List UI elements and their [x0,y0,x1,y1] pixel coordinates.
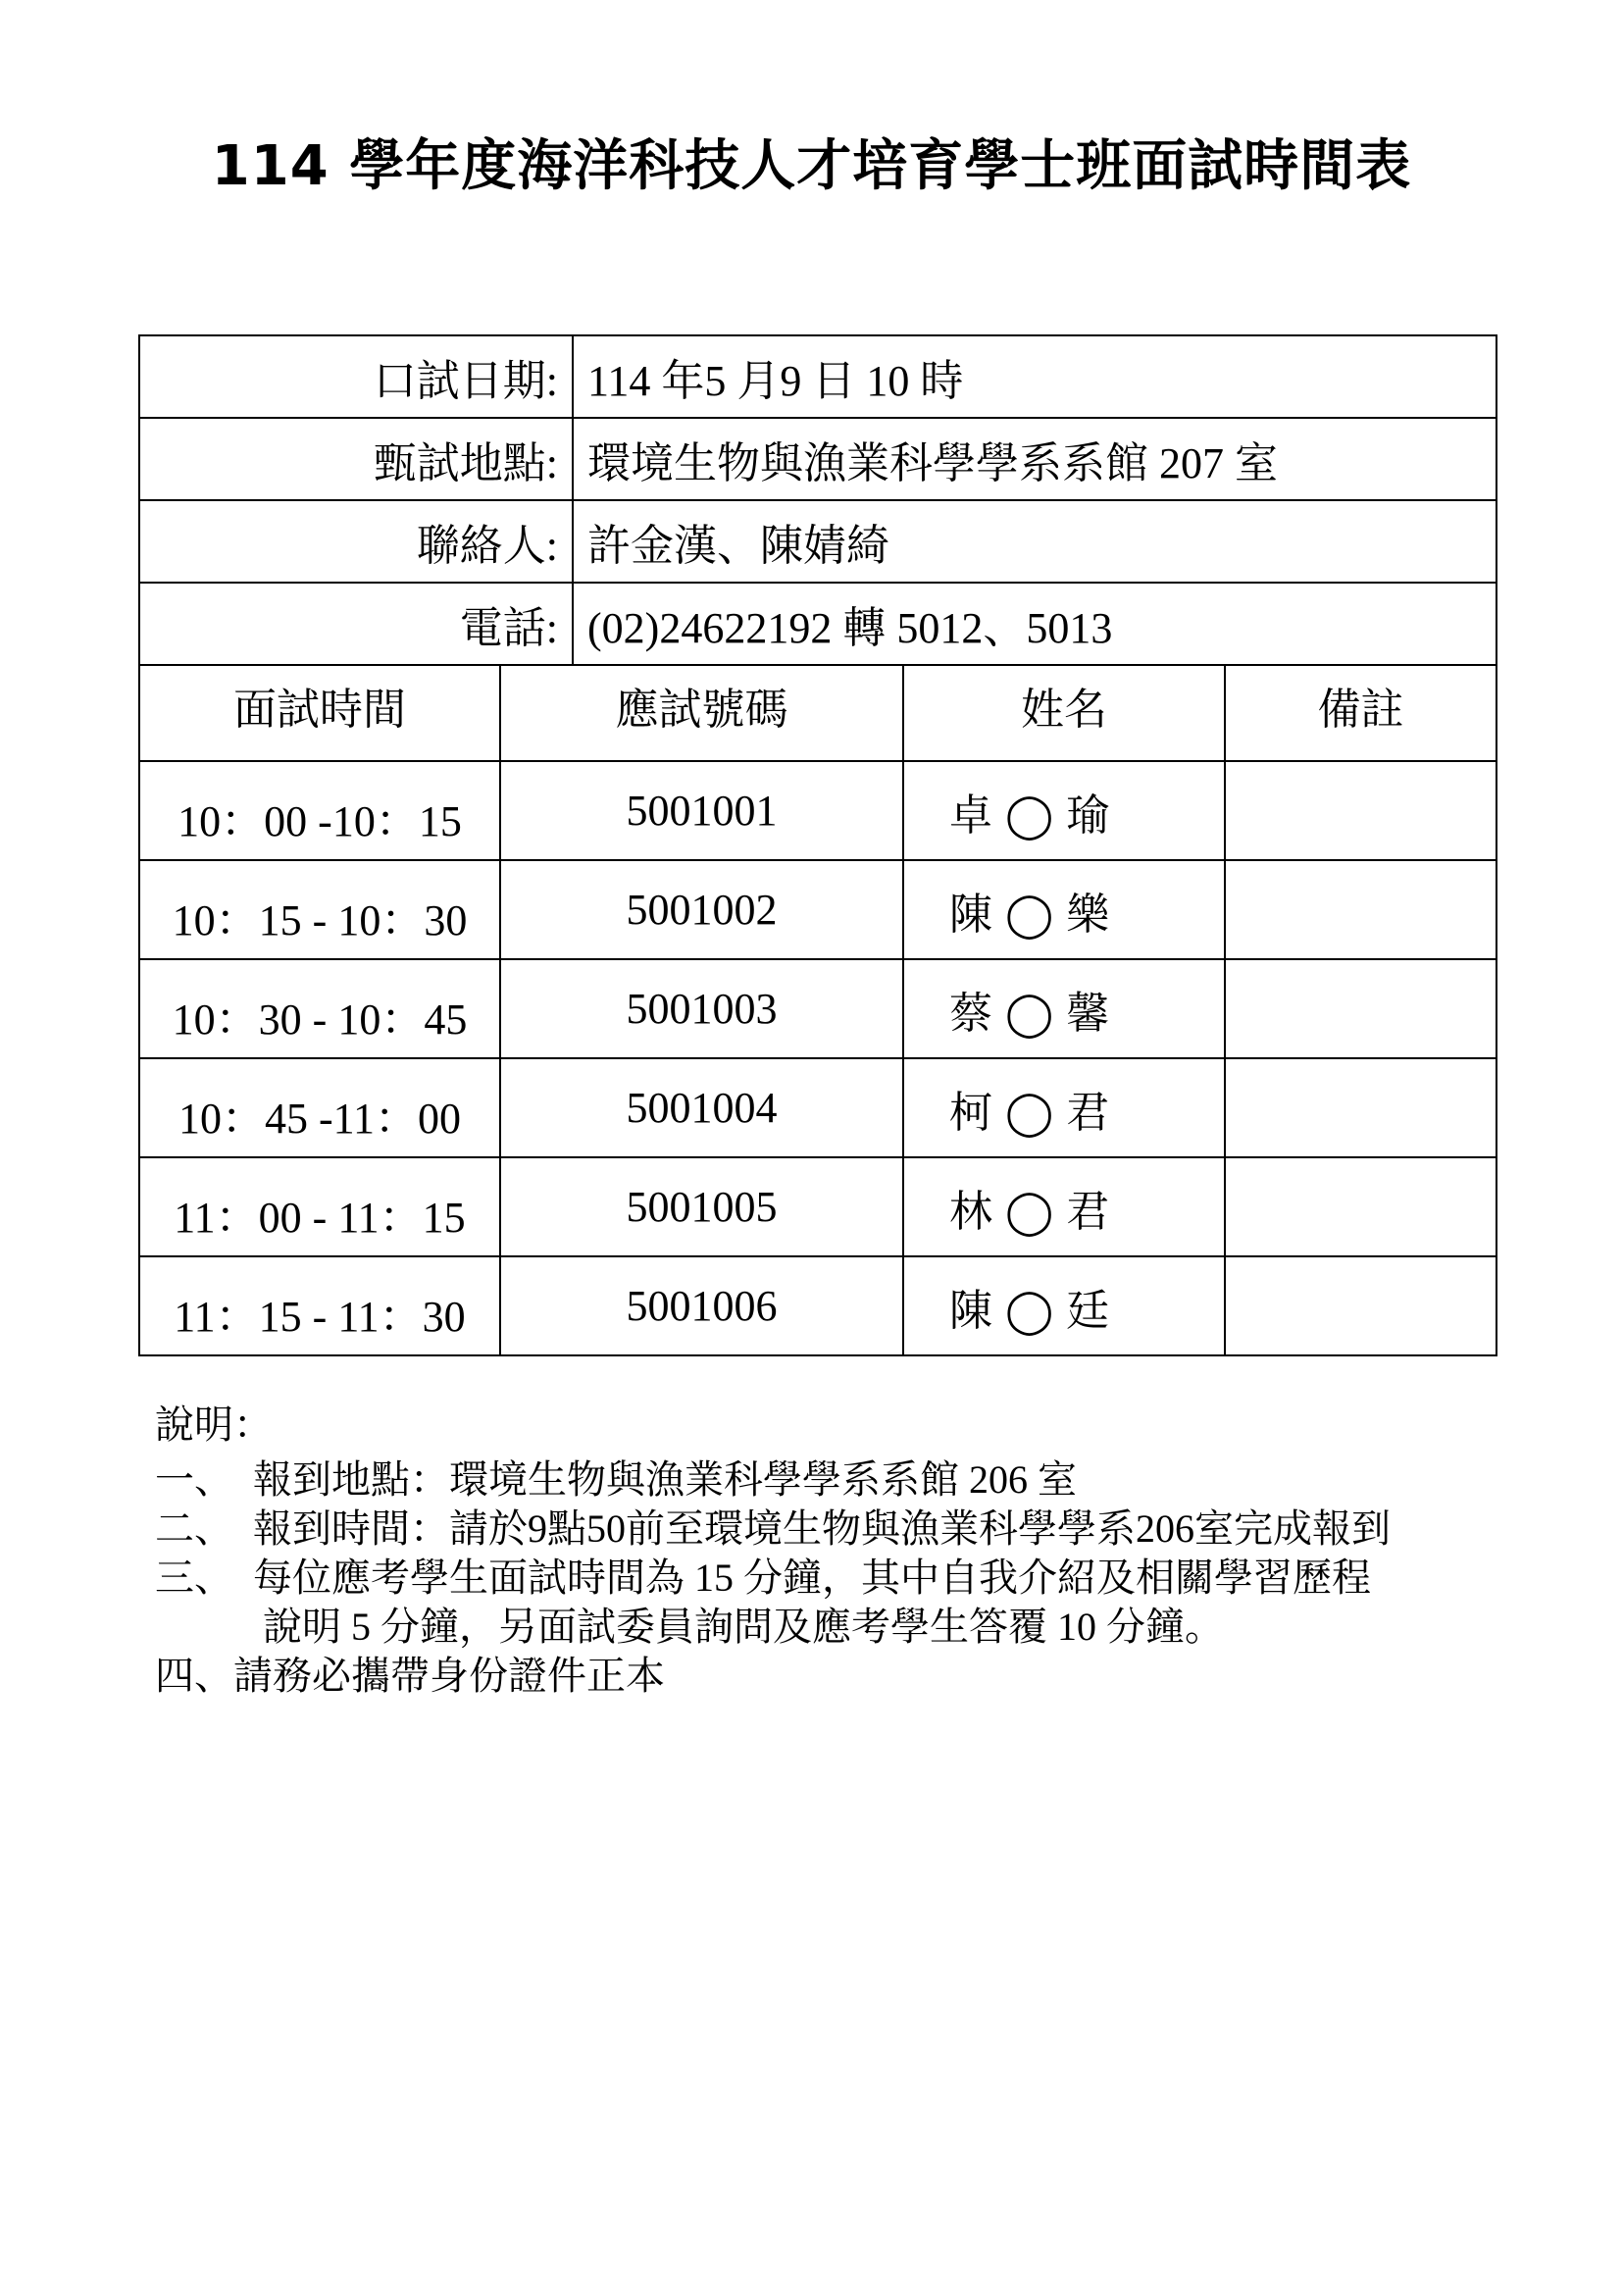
table-row [139,761,1496,860]
note-cell [1225,761,1496,860]
table-row [139,860,1496,959]
note-item [155,1505,1528,1554]
id-cell: 5001003 [500,959,903,1058]
table-row [139,1256,1496,1355]
phone-label: 電話: [139,583,573,665]
contact-row [139,500,1496,583]
id-cell: 5001004 [500,1058,903,1157]
note-text: 報到時間：請於9點50前至環境生物與漁業科學學系206室完成報到 [253,1506,1391,1551]
time-cell: 10：15 - 10：30 [139,860,500,959]
name-cell: 林 ◯ 君 [903,1157,1225,1256]
header-note: 備註 [1225,665,1496,761]
note-cell [1225,860,1496,959]
note-item [155,1455,1528,1505]
time-cell: 11：15 - 11：30 [139,1256,500,1355]
note-number: 二、 [155,1506,233,1551]
note-text: 報到地點：環境生物與漁業科學學系系館 206 室 [253,1457,1077,1502]
name-cell: 陳 ◯ 廷 [903,1256,1225,1355]
notes-section [155,1401,1528,1701]
id-cell: 5001001 [500,761,903,860]
contact-value: 許金漢、陳婧綺 [573,500,1496,583]
id-cell: 5001005 [500,1157,903,1256]
venue-value: 環境生物與漁業科學學系系館 207 室 [573,418,1496,500]
time-cell: 10：45 -11：00 [139,1058,500,1157]
page-title: 114 學年度海洋科技人才培育學士班面試時間表 [211,134,1412,198]
schedule-header-row [139,665,1496,761]
note-item-last: 四、請務必攜帶身份證件正本 [155,1654,665,1698]
date-row [139,335,1496,418]
name-cell: 陳 ◯ 樂 [903,860,1225,959]
note-cell [1225,1157,1496,1256]
note-cell [1225,1058,1496,1157]
note-cell [1225,959,1496,1058]
note-cell [1225,1256,1496,1355]
id-cell: 5001006 [500,1256,903,1355]
table-row [139,1058,1496,1157]
venue-row [139,418,1496,500]
time-cell: 11：00 - 11：15 [139,1157,500,1256]
phone-value: (02)24622192 轉 5012、5013 [573,583,1496,665]
date-value: 114 年5 月9 日 10 時 [573,335,1496,418]
table-row [139,1157,1496,1256]
note-number: 三、 [155,1556,233,1600]
venue-label: 甄試地點: [139,418,573,500]
time-cell: 10：00 -10：15 [139,761,500,860]
name-cell: 柯 ◯ 君 [903,1058,1225,1157]
date-label: 口試日期: [139,335,573,418]
notes-heading: 說明： [155,1403,273,1447]
note-continuation: 說明 5 分鐘，另面試委員詢問及應考學生答覆 10 分鐘。 [263,1605,1224,1649]
id-cell: 5001002 [500,860,903,959]
note-number: 一、 [155,1457,233,1502]
header-time: 面試時間 [139,665,500,761]
note-item [155,1554,1528,1603]
name-cell: 蔡 ◯ 馨 [903,959,1225,1058]
interview-schedule-table [138,334,1497,1356]
header-name: 姓名 [903,665,1225,761]
note-text: 每位應考學生面試時間為 15 分鐘，其中自我介紹及相關學習歷程 [253,1556,1371,1600]
contact-label: 聯絡人: [139,500,573,583]
phone-row [139,583,1496,665]
time-cell: 10：30 - 10：45 [139,959,500,1058]
header-id: 應試號碼 [500,665,903,761]
table-row [139,959,1496,1058]
name-cell: 卓 ◯ 瑜 [903,761,1225,860]
